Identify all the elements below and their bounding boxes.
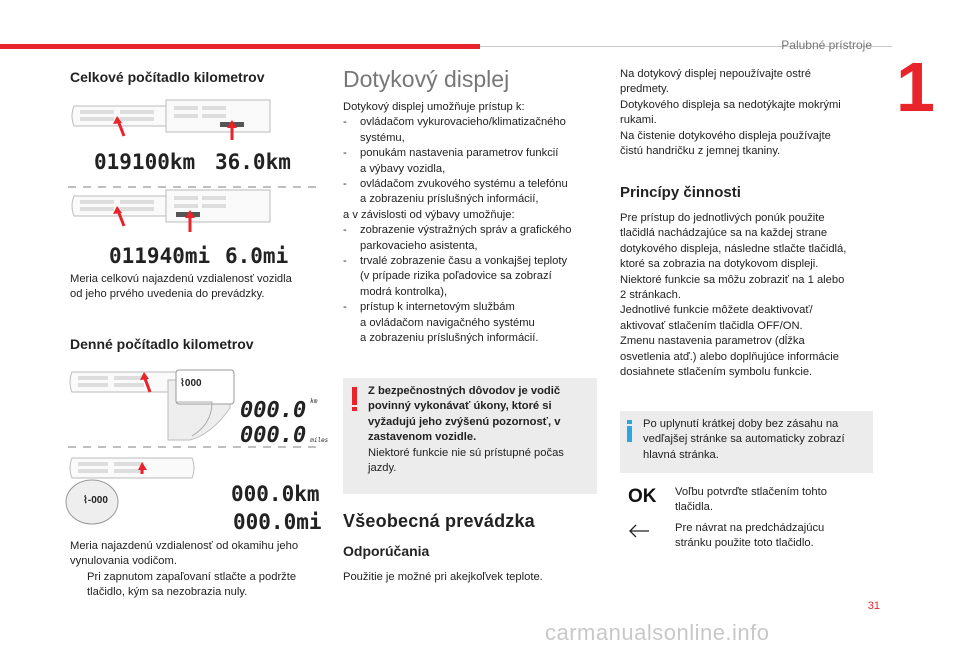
total-odometer-illustration	[62, 92, 322, 262]
reset-hand-icon: ⌇	[180, 378, 185, 389]
trip-digits-km: 000.0 $^{km}$	[240, 398, 318, 423]
principles-title: Princípy činnosti	[620, 184, 741, 201]
total-km-reading: 019100km	[94, 150, 196, 174]
touchscreen-intro: Dotykový displej umožňuje prístup k: - ovládačom vykurovacieho/klimatizačného systému, - ponukám nastavenia parametrov funkcií a výbavy vozidla, - ovládačom zvukového systému a telefónu a zobrazeniu príslušných informácií, a v závislosti od výbavy umožňuje: - zobrazenie výstražných správ a grafického parkovacieho asistenta, - trvalé zobrazenie času a vonkajšej teploty (v prípade rizika poľadovice sa zobrazí modrá kontrolka), - prístup k internetovým službám a ovládačom navigačného systému a zobrazeniu príslušných informácií.	[343, 101, 572, 345]
total-odometer-title: Celkové počítadlo kilometrov	[70, 69, 265, 85]
back-button-text: Pre návrat na predchádzajúcu stránku použite toto tlačidlo.	[675, 522, 825, 550]
recommendations-text: Použitie je možné pri akejkoľvek teplote.	[343, 571, 543, 583]
warning-exclamation-icon	[350, 387, 358, 411]
trip-small-display: ⌇000	[180, 378, 202, 389]
trip-odometer-description: Meria najazdenú vzdialenosť od okamihu jeho vynulovania vodičom. Pri zapnutom zapaľovaní stlačte a podržte tlačidlo, kým sa nezobrazia nuly.	[70, 540, 299, 599]
trip-digits-mi: 000.0 miles	[240, 423, 329, 448]
reset-hand-icon: ⌇	[83, 495, 88, 506]
watermark: carmanualsonline.info	[545, 620, 770, 645]
back-arrow-icon	[628, 524, 650, 538]
principles-text: Pre prístup do jednotlivých ponúk použite tlačidlá nachádzajúce sa na každej strane dotykového displeja, následne stlačte tlačidlá, ktoré sa zobrazia na dotykovom displeji. Niektoré funkcie sa môžu zobraziť na 1 alebo 2 stránkach. Jednotlivé funkcie môžete deaktivovať/ aktivovať stlačením tlačidla OFF/ON. Zmenu nastavenia parametrov (dĺžka osvetlenia atď.) alebo doplňujúce informácie dosiahnete stlačením symbolu funkcie.	[620, 212, 847, 379]
touchscreen-care-text: Na dotykový displej nepoužívajte ostré predmety. Dotykového displeja sa nedotýkajte mokrými rukami. Na čistenie dotykového displeja používajte čistú handričku z jemnej tkaniny.	[620, 68, 841, 158]
recommendations-title: Odporúčania	[343, 543, 430, 559]
trip-reset-button[interactable]: ⌇-000	[83, 495, 108, 506]
page-number: 31	[867, 600, 880, 612]
info-note-text: Po uplynutí krátkej doby bez zásahu na vedľajšej stránke sa automaticky zobrazí hlavná stránka.	[643, 418, 845, 461]
total-km-trip-reading: 36.0km	[215, 150, 291, 174]
trip-lcd-mi: 000.0mi	[233, 510, 322, 534]
total-mi-trip-reading: 6.0mi	[225, 244, 289, 268]
ok-button-icon: OK	[628, 486, 657, 507]
total-mi-reading: 011940mi	[109, 244, 211, 268]
trip-lcd-km: 000.0km	[231, 482, 320, 506]
info-icon	[627, 420, 632, 442]
section-name: Palubné prístroje	[781, 38, 872, 52]
general-operation-title: Všeobecná prevádzka	[343, 511, 535, 531]
safety-warning-text: Z bezpečnostných dôvodov je vodič povinný vykonávať úkony, ktoré si vyžadujú jeho zvýšenú pozornosť, v zastavenom vozidle. Niektoré funkcie nie sú prístupné počas jazdy.	[368, 385, 564, 475]
ok-button-text: Voľbu potvrďte stlačením tohto tlačidla.	[675, 486, 827, 514]
chapter-number: 1	[896, 48, 935, 126]
touchscreen-title: Dotykový displej	[343, 66, 510, 92]
total-odometer-description: Meria celkovú najazdenú vzdialenosť vozidla od jeho prvého uvedenia do prevádzky.	[70, 273, 292, 301]
header-accent-bar	[0, 44, 480, 49]
trip-odometer-title: Denné počítadlo kilometrov	[70, 336, 254, 352]
